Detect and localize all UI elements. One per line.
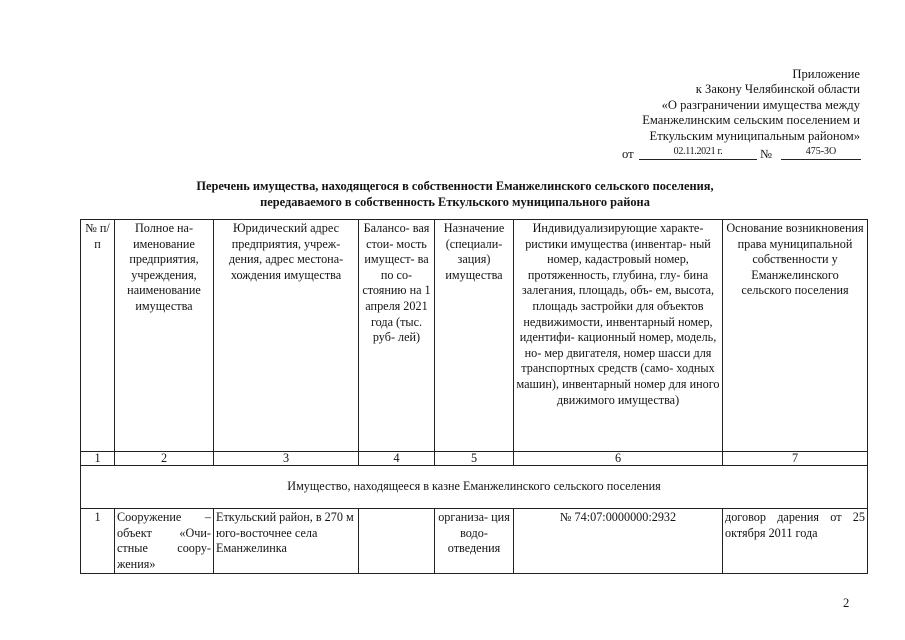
column-number: 6 [514,452,723,466]
column-numbers-row [81,452,868,466]
document-title [80,179,830,211]
column-number: 1 [81,452,115,466]
row-name: Сооружение – объект «Очи- стные соору- жения» [115,509,214,574]
header-characteristics: Индивидуализирующие характе- ристики имущества (инвентар- ный номер, кадастровый номер, протяженность, глубина, глу- бина залегания, площадь, объ- ем, высота, площадь застройки для объектов недвижимости, инвентарный номер, идентифи- кационный номер, модель, но- мер двигателя, номер шасси для транспортных средств (само- ходных машин), инвентарный номер для иного движимого имущества) [514,220,723,452]
appendix-line: Еткульским муниципальным районом» [649,128,860,143]
law-date-number [622,144,862,164]
row-balance [359,509,435,574]
appendix-line: к Закону Челябинской области [695,82,860,97]
column-number: 2 [115,452,214,466]
number-label: № [760,147,773,161]
header-basis: Основание возникновения права муниципальной собственности у Еманжелинского сельского поселения [723,220,868,452]
appendix-line: «О разграничении имущества между [661,97,860,112]
property-table [80,219,868,574]
column-number: 7 [723,452,868,466]
header-name: Полное на- именование предприятия, учреждения, наименование имущества [115,220,214,452]
row-characteristics: № 74:07:0000000:2932 [514,509,723,574]
law-date: 02.11.2021 г. [639,145,757,160]
title-line-1: Перечень имущества, находящегося в собственности Еманжелинского сельского поселения, [196,179,714,193]
header-balance: Балансо- вая стои- мость имущест- ва по со- стоянию на 1 апреля 2021 года (тыс. руб- лей) [359,220,435,452]
date-label: от [622,147,634,161]
header-purpose: Назначение (специали- зация) имущества [435,220,514,452]
column-number: 4 [359,452,435,466]
row-purpose: организа- ция водо- отведения [435,509,514,574]
table-row [81,509,868,574]
column-number: 3 [214,452,359,466]
header-number: № п/п [81,220,115,452]
appendix-header [642,67,860,144]
section-row [81,466,868,509]
header-address: Юридический адрес предприятия, учреж- дения, адрес местона- хождения имущества [214,220,359,452]
appendix-line: Еманжелинским сельским поселением и [642,113,860,128]
page-number: 2 [843,596,850,610]
table-header-row [81,220,868,452]
law-number: 475-ЗО [781,145,861,160]
title-line-2: передаваемого в собственность Еткульского муниципального района [260,194,650,209]
row-number: 1 [81,509,115,574]
row-basis: договор дарения от 25 октября 2011 года [723,509,868,574]
appendix-line: Приложение [792,67,860,81]
row-address: Еткульский район, в 270 м юго-восточнее села Еманжелинка [214,509,359,574]
column-number: 5 [435,452,514,466]
section-title: Имущество, находящееся в казне Еманжелинского сельского поселения [81,466,868,509]
